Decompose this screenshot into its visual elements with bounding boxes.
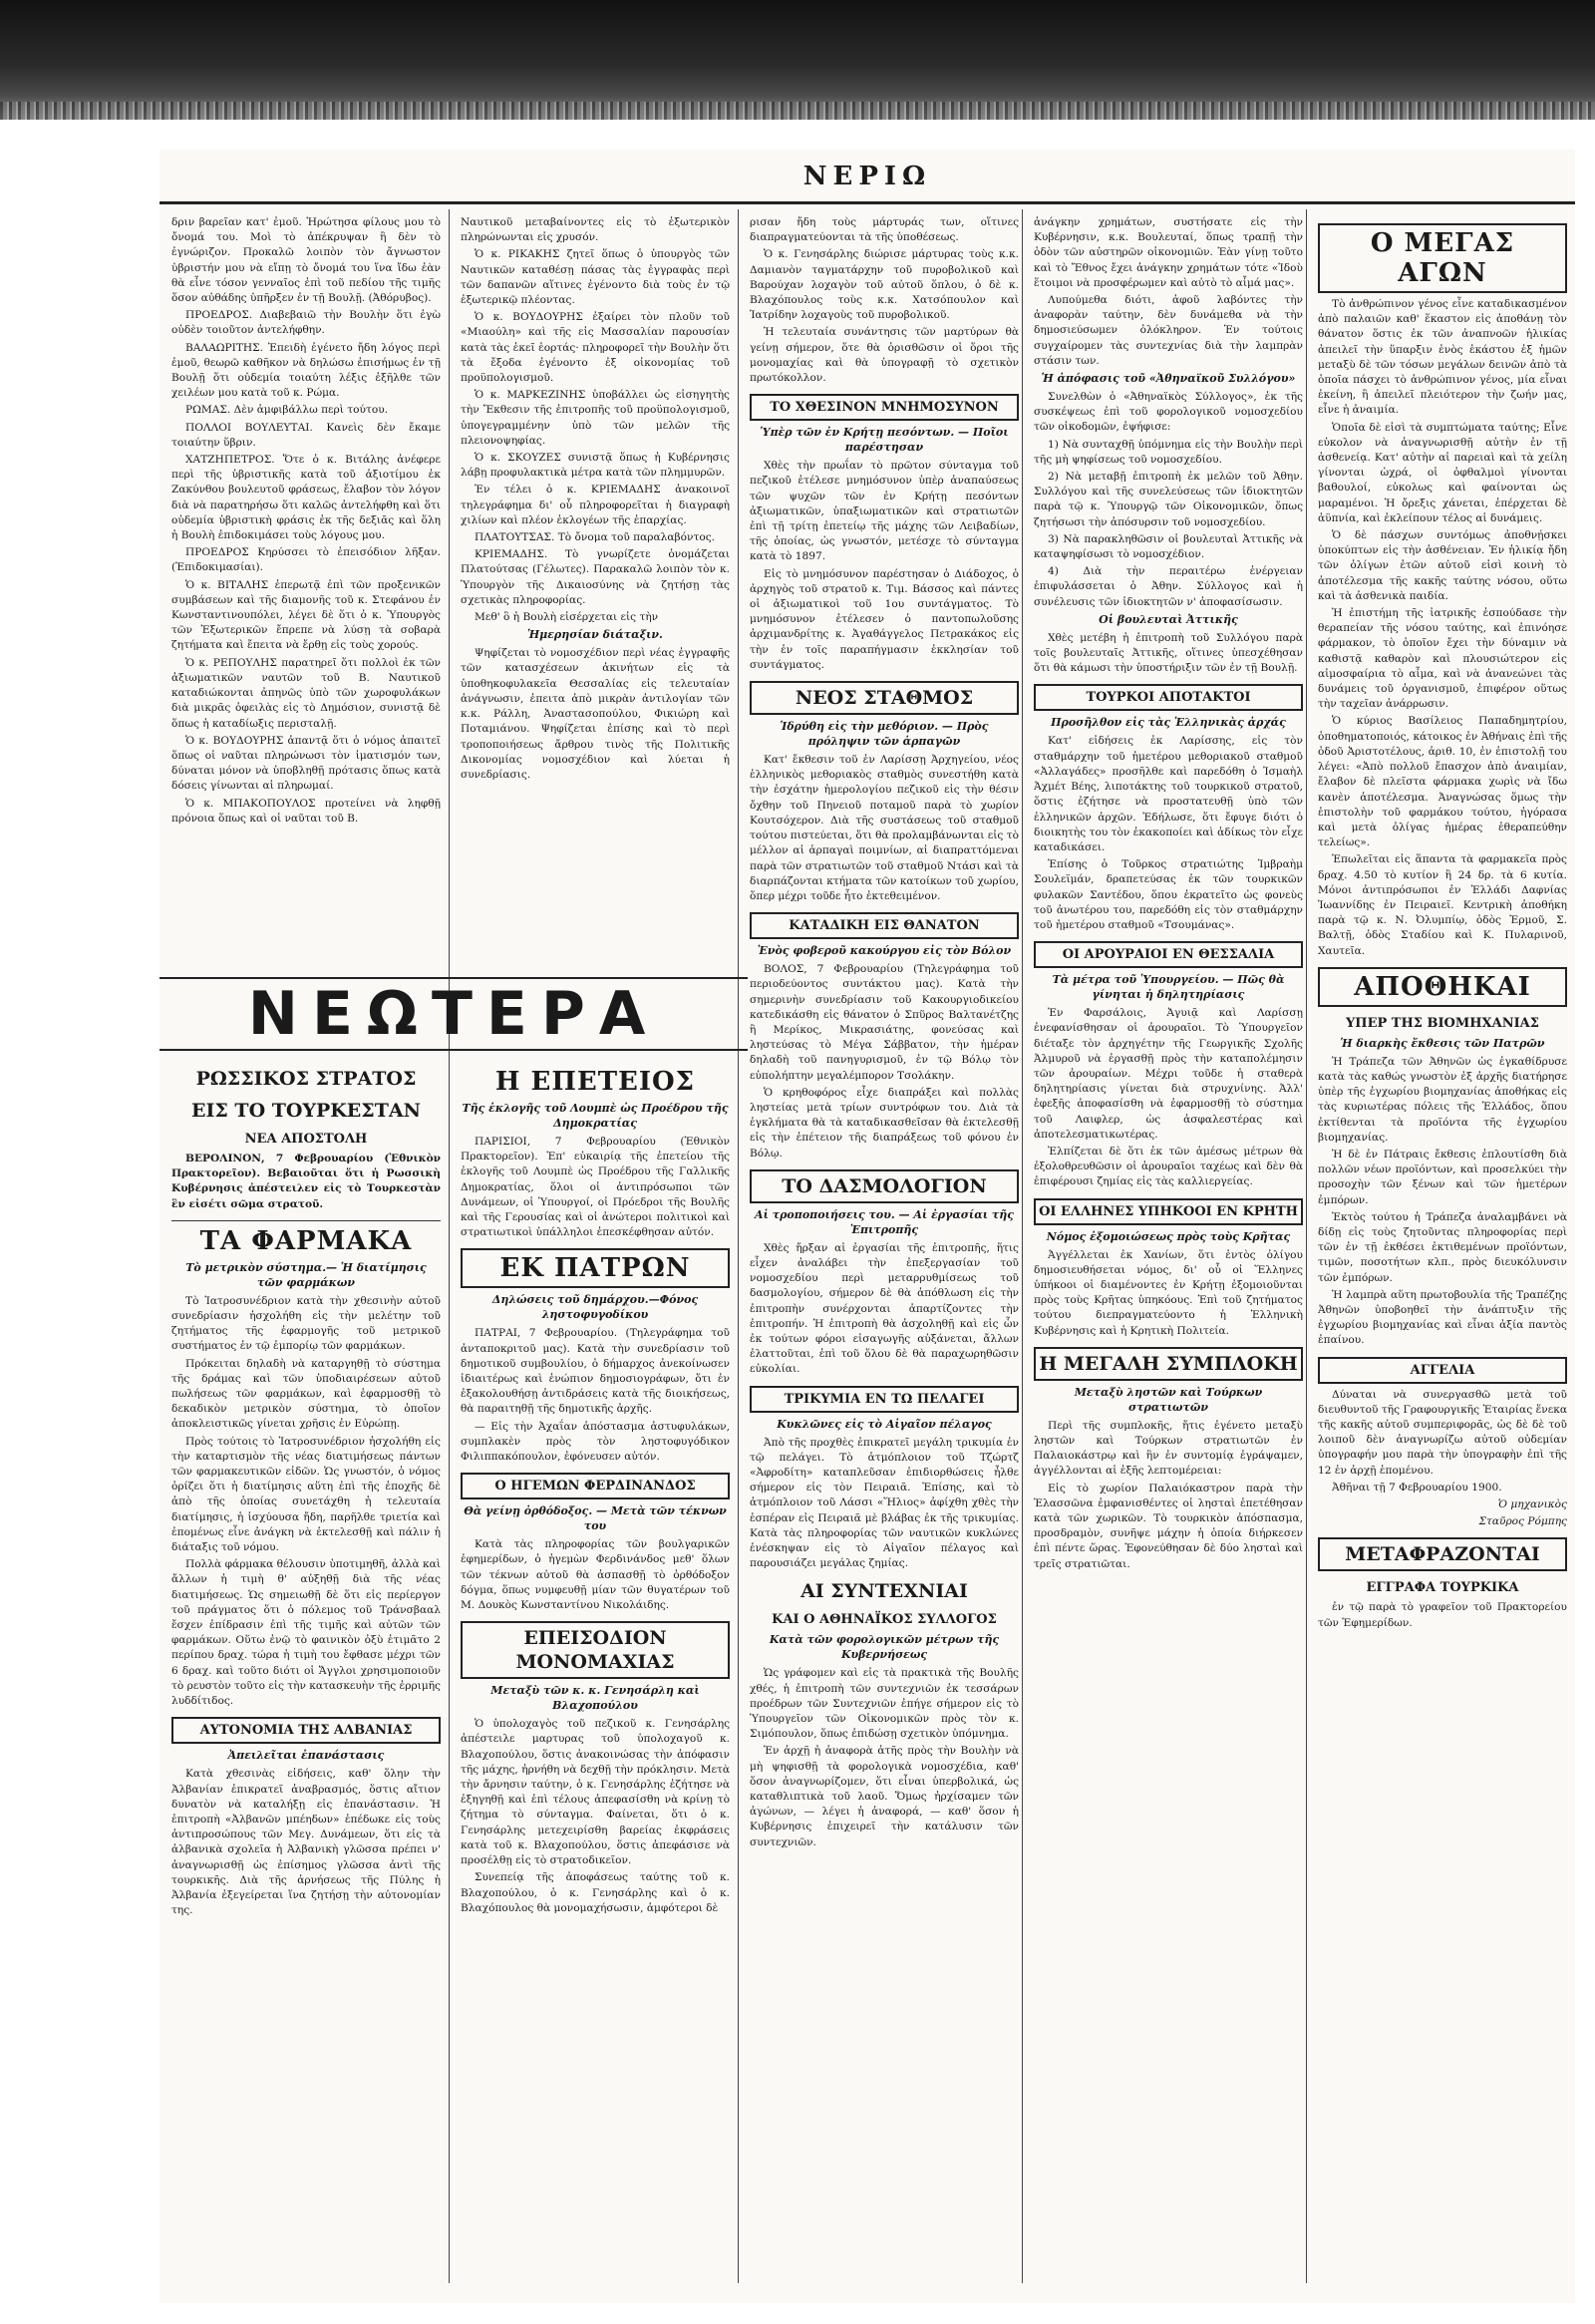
column-1-bottom bbox=[171, 1059, 441, 2285]
paragraph: Ἐπίσης ὁ Τοῦρκος στρατιώτης Ἰμβραὴμ Σουλεϊμάν, δραπετεύσας ἐκ τῶν τουρκικῶν φυλακῶν Σαντέδου, ὅπου ἐκρατεῖτο ὡς φονεὺς τοῦ ἀνωτέρου του, παρεδόθη εἰς τὸν σταθμάρχην τοῦ ἡμετέρου σταθμοῦ «Τσουμάνας». bbox=[1034, 858, 1303, 931]
headline-russian-army-3: ΝΕΑ ΑΠΟΣΤΟΛΗ bbox=[244, 1132, 368, 1147]
paragraph: Ὁ κ. ΜΠΑΚΟΠΟΥΛΟΣ προτείνει νὰ ληφθῇ πρόνοια ὅπως καὶ οἱ ναῦται τοῦ Β. bbox=[171, 797, 441, 825]
column-1-top bbox=[171, 215, 441, 973]
paragraph: Ὁ κ. Γενησάρλης διώρισε μάρτυρας τοὺς κ.κ. Δαμιανὸν ταγματάρχην τοῦ πυροβολικοῦ καὶ Βαρούχαν λοχαγὸν τοῦ αὐτοῦ ὅπλου, ὁ δὲ κ. Βλαχόπουλος τοὺς κ.κ. Χατσόπουλον καὶ Ἰατρίδην λοχαγοὺς τοῦ πυροβολικοῦ. bbox=[750, 248, 1019, 322]
paragraph: Ὁ κ. ΜΑΡΚΕΖΙΝΗΣ ὑποβάλλει ὡς εἰσηγητὴς τὴν Ἔκθεσιν τῆς ἐπιτροπῆς τοῦ προϋπολογισμοῦ, ὑπογεγραμμένην ὑπὸ τῶν μελῶν τῆς πλειονοψηφίας. bbox=[461, 389, 730, 447]
subheading-turkish-deserters: Προσῆλθον εἰς τὰς Ἑλληνικὰς ἀρχάς bbox=[1051, 716, 1286, 730]
paragraph: — Εἰς τὴν Ἀχαΐαν ἀπόστασμα ἀστυφυλάκων, συμπλακὲν πρὸς τὸν ληστοφυγόδικον Φιλιππακόπουλον, ἐφόνευσεν αὐτόν. bbox=[461, 1420, 730, 1464]
column-divider bbox=[738, 209, 739, 2283]
paragraph: Ἐν Φαρσάλοις, Ἀγυιᾷ καὶ Λαρίσσῃ ἐνεφανίσθησαν οἱ ἀρουραῖοι. Τὸ Ὑπουργεῖον διέταξε τὸν ἀρχηγέτην τῆς Γεωργικῆς Σχολῆς Ἀλμυροῦ νὰ ἐργασθῇ πρὸς τὴν καταπολέμησιν τῶν ἀρουραίων. Μέχρι τοῦδε ἡ σταθερὰ δηλητηρίασις γίνεται διὰ στρυχνίνης. Ἀλλ' ἐφεξῆς ἀποφασίσθη νὰ ἐφαρμοσθῇ τὸ σύστημα τοῦ Λαιφλερ, ὡς ἀσφαλεστέρας καὶ ἀποτελεσματικωτέρας. bbox=[1034, 1007, 1303, 1141]
headline-turkish-deserters: ΤΟΥΡΚΟΙ ΑΠΟΤΑΚΤΟΙ bbox=[1034, 684, 1303, 711]
subheading-albania: Ἀπειλεῖται ἐπανάστασις bbox=[227, 1749, 385, 1763]
paragraph: Συνεπείᾳ τῆς ἀποφάσεως ταύτης τοῦ κ. Βλαχοπούλου, ὁ κ. Γενησάρλης καὶ ὁ κ. Βλαχόπουλος θὰ μονομαχήσωσιν, ἀμφότεροι δὲ bbox=[461, 1871, 730, 1914]
paragraph: ΚΡΙΕΜΑΔΗΣ. Τὸ γνωρίζετε ὀνομάζεται Πλατούτσας (Γέλωτες). Παρακαλῶ λοιπὸν τὸν κ. Ὑπουργὸν τῆς Δικαιοσύνης νὰ ζητήσῃ τὰς σχετικὰς πληροφορίας. bbox=[461, 548, 730, 606]
section-subheading: Ἡμερησίαν διάταξιν. bbox=[527, 628, 663, 642]
headline-guilds: ΑΙ ΣΥΝΤΕΧΝΙΑΙ bbox=[800, 1580, 968, 1603]
headline-memorial: ΤΟ ΧΘΕΣΙΝΟΝ ΜΝΗΜΟΣΥΝΟΝ bbox=[750, 394, 1019, 421]
paragraph: Ὁποῖα δὲ εἰσὶ τὰ συμπτώματα ταύτης; Εἶνε εὐκολον νὰ ἀναγνωρισθῇ αὐτὴν ἐν τῇ ἀσθενείᾳ. Κατ' αὐτὴν αἱ παρειαὶ καὶ τὰ χείλη γίνονται ὠχρά, οἱ ὀφθαλμοὶ γίνονται βαθουλοί, εὐκολως καὶ φαίνονται ὡς μαραμένοι. Ἡ ὄρεξις χάνεται, ἐπέρχεται δὲ ἀϋπνία, καὶ ἐκλείπουν τέλος αἱ δυνάμεις. bbox=[1318, 421, 1567, 524]
paragraph: Ὡς γράφομεν καὶ εἰς τὰ πρακτικὰ τῆς Βουλῆς χθές, ἡ ἐπιτροπὴ τῶν συντεχνιῶν ἐκ τεσσάρων προέδρων τῶν Συντεχνιῶν ἐπήγε σήμερον εἰς τὸ Ὑπουργεῖον τῶν Οἰκονομικῶν πρὸς τὸν κ. Σιμόπουλον, ὅπως ἐπιδώσῃ σχετικὸν ὑπόμνημα. bbox=[750, 1667, 1019, 1741]
subheading-new-station: Ἱδρύθη εἰς τὴν μεθόριον. — Πρὸς πρόληψιν τῶν ἁρπαγῶν bbox=[780, 720, 989, 749]
subheading-field-mice: Τὰ μέτρα τοῦ Ὑπουργείου. — Πῶς θὰ γίνηται ἡ δηλητηρίασις bbox=[1052, 973, 1285, 1002]
paragraph: Ἐν τέλει ὁ κ. ΚΡΙΕΜΑΔΗΣ ἀνακοινοῖ τηλεγράφημα δι' οὗ πληροφορεῖται ἡ διαγραφὴ χιλίων καὶ πλέον ἐκλογέων τῆς ἐπαρχίας. bbox=[461, 484, 730, 526]
paragraph: Ὁ κ. ΡΙΚΑΚΗΣ ζητεῖ ὅπως ὁ ὑπουργὸς τῶν Ναυτικῶν καταθέσῃ πάσας τὰς ἐγγραφὰς περὶ τῶν δαπανῶν αἵτινες ἐγένοντο διὰ τοὺς ἐν τῷ ἐξωτερικῷ πλέοντας. bbox=[461, 248, 730, 307]
paragraph: Ὁ ὑπολοχαγὸς τοῦ πεζικοῦ κ. Γενησάρλης ἀπέστειλε μαρτυρας τοῦ ὑπολοχαγοῦ κ. Βλαχοπούλου, ὅστις ἀνακοινώσας τὴν ἀπόφασιν τῆς μάχης, ἠρνήθη νὰ δεχθῇ τὴν πρόκλησιν. Μετὰ τὴν ἄρνησιν ταύτην, ὁ κ. Γενησάρλης ἐζήτησε νὰ ἐξηγηθῇ καὶ ἐπὶ τέλους ἀπεφασίσθη νὰ κρίνῃ τὸ ζήτημα τὸ σύνταγμα. Φαίνεται, ὅτι ὁ κ. Γενησάρλης μετεχειρίσθη βαρείας ἐκφράσεις κατὰ τοῦ κ. Βλαχοπούλου, ὅστις ἀπεφάσισε νὰ προσέλθῃ εἰς τὸ στρατοδικεῖον. bbox=[461, 1718, 730, 1867]
headline-albania: ΑΥΤΟΝΟΜΙΑ ΤΗΣ ΑΛΒΑΝΙΑΣ bbox=[171, 1717, 441, 1744]
subheading-tariff: Αἱ τροποποιήσεις του. — Αἱ ἐργασίαι τῆς Ἐπιτροπῆς bbox=[755, 1207, 1014, 1236]
paragraph: Συνελθὼν ὁ «Ἀθηναϊκὸς Σύλλογος», ἐκ τῆς συσκέψεως ἐπὶ τοῦ φορολογικοῦ νομοσχεδίου τῶν οἰκοδομῶν, ἐψήφισε: bbox=[1034, 391, 1303, 434]
headline-warehouses-2: ΥΠΕΡ ΤΗΣ ΒΙΟΜΗΧΑΝΙΑΣ bbox=[1346, 1015, 1539, 1031]
subheading-athenian-club: Ἡ ἀπόφασις τοῦ «Ἀθηναϊκοῦ Συλλόγου» bbox=[1041, 372, 1296, 386]
headline-notice: ΑΓΓΕΛΙΑ bbox=[1318, 1357, 1567, 1384]
headline-tariff: ΤΟ ΔΑΣΜΟΛΟΓΙΟΝ bbox=[750, 1169, 1019, 1203]
paragraph: ΠΑΡΙΣΙΟΙ, 7 Φεβρουαρίου (Ἐθνικὸν Πρακτορεῖον). Ἐπ' εὐκαιρίᾳ τῆς ἐπετείου τῆς ἐκλογῆς τοῦ Λουμπὲ ὡς Προέδρου τῆς Γαλλικῆς Δημοκρατίας, ὅλοι οἱ ἀντιπρόσωποι τῶν Δυνάμεων, οἱ Ὑπουργοί, οἱ Πρόεδροι τῆς Βουλῆς καὶ τῆς Γερουσίας καὶ οἱ ἀνώτεροι πολιτικοὶ καὶ στρατιωτικοὶ ὑπάλληλοι ἐπεσκέφθησαν αὐτόν. bbox=[461, 1136, 730, 1239]
paragraph: ἀνάγκην χρημάτων, συστήσατε εἰς τὴν Κυβέρνησιν, κ.κ. Βουλευταί, ὅπως τραπῇ τὴν ὁδὸν τῶν αὐστηρῶν οἰκονομιῶν. Ἐὰν γίνῃ τοῦτο καὶ τὸ Ἔθνος ἔχει ἀνάγκην χρημάτων τότε «Ἰδοὺ ἕτοιμοι νὰ προσφέρωμεν καὶ αὐτὸ τὸ αἷμά μας». bbox=[1034, 216, 1303, 289]
paragraph: 3) Νὰ παρακληθῶσιν οἱ βουλευταὶ Ἀττικῆς νὰ καταψηφίσωσι τὸ νομοσχέδιον. bbox=[1034, 532, 1303, 561]
paragraph: Ὁ κ. ΡΕΠΟΥΛΗΣ παρατηρεῖ ὅτι πολλοὶ ἐκ τῶν ἀξιωματικῶν ναυτῶν τοῦ Β. Ναυτικοῦ καταδιώκονται ἀπηνῶς ὑπὸ τῶν χωροφυλάκων διὰ μικρᾶς ὀφειλὰς εἰς τὸ Δημόσιον, συνιστᾷ δὲ ὅπως ἡ καταδίωξις περισταλῇ. bbox=[171, 656, 441, 730]
news-banner: ΝΕΩΤΕΡΑ bbox=[160, 977, 748, 1051]
headline-anniversary: Η ΕΠΕΤΕΙΟΣ bbox=[494, 1067, 696, 1097]
paragraph: Ἀπὸ τῆς προχθὲς ἐπικρατεῖ μεγάλη τρικυμία ἐν τῷ πελάγει. Τὸ ἀτμόπλοιον τοῦ Τζώρτζ «Ἀφροδίτη» καταπλεῦσαν ἐπιδιορθώσεις ἦλθε σήμερον εἰς τὸν Πειραιᾶ. Ἐπίσης, καὶ τὸ ἀτμόπλοιον τοῦ Λάσσι «Ἥλιος» ἀφίχθη χθὲς τὴν ἑσπέραν εἰς Πειραιᾶ μὲ βλάβας ἐκ τῆς τρικυμίας. Κατὰ τὰς πληροφορίας τῶν ναυτικῶν κυκλώνες ἐνέσκηψαν εἰς τὸ Αἰγαῖον πέλαγος καὶ παρουσιάζει μεγάλας ζημίας. bbox=[750, 1436, 1019, 1570]
paragraph: Περὶ τῆς συμπλοκῆς, ἥτις ἐγένετο μεταξὺ ληστῶν καὶ Τούρκων στρατιωτῶν ἐν Παλαιοκάστρῳ καὶ ἣν ἐν συντομίᾳ ἐγράψαμεν, ἀγγέλλονται αἱ ἑξῆς λεπτομέρειαι: bbox=[1034, 1419, 1303, 1478]
paragraph: Ἀγγέλλεται ἐκ Χανίων, ὅτι ἐντὸς ὀλίγου δημοσιευθήσεται νόμος, δι' οὗ οἱ Ἕλληνες ὑπήκοοι οἱ διαμένοντες ἐν Κρήτῃ ἐξομοιοῦνται πρὸς τοὺς Κρῆτας ὑπηκόους. Ἐπὶ τοῦ ζητήματος τούτου διεπραγματεύοντο ἡ Ἑλληνικὴ Κυβέρνησις καὶ ἡ Κρητικὴ Πολιτεία. bbox=[1034, 1248, 1303, 1337]
paragraph: ἐν τῷ παρὰ τὸ γραφεῖον τοῦ Πρακτορείου τῶν Ἐφημερίδων. bbox=[1318, 1601, 1567, 1629]
headline-translations-2: ΕΓΓΡΑΦΑ ΤΟΥΡΚΙΚΑ bbox=[1366, 1580, 1519, 1596]
paragraph: 4) Διὰ τὴν περαιτέρω ἐνέργειαν ἐπιφυλάσσεται ὁ Ἀθην. Σύλλογος καὶ ἡ συνέλευσις τῶν ἰδιοκτητῶν ν' ἀποφασίσωσιν. bbox=[1034, 565, 1303, 608]
headline-great-struggle: Ο ΜΕΓΑΣ ΑΓΩΝ bbox=[1318, 223, 1567, 293]
paragraph: Ἐπωλεῖται εἰς ἅπαντα τὰ φαρμακεῖα πρὸς δραχ. 4.50 τὸ κυτίον ἢ 24 δρ. τὰ 6 κυτία. Μόνοι ἀντιπρόσωποι ἐν Ἑλλάδι Δαφνίας Ἰωαννίδης ἐν Πειραιεῖ. Κεντρικὴ ἀποθήκη παρὰ τῷ κ. Ν. Ὀλυμπίῳ, ὁδὸς Ἑρμοῦ, Σ. Βαλτῇ, ὁδὸς Σταδίου καὶ Κ. Πυλαρινοῦ, Χαυτεῖα. bbox=[1318, 853, 1567, 957]
column-2-top bbox=[461, 215, 730, 973]
paragraph: Ἐλπίζεται δὲ ὅτι ἐκ τῶν ἀμέσως μέτρων θὰ ἐξολοθρευθῶσιν οἱ ἀρουραῖοι ταχέως καὶ δὲν θὰ ἐπιφέρουσι ζημίας εἰς τὰς καλλιεργείας. bbox=[1034, 1145, 1303, 1188]
paragraph: Πρὸς τούτοις τὸ Ἰατροσυνέδριον ἠσχολήθη εἰς τὴν καταρτισμὸν τῆς νέας διατιμήσεως πάντων τῶν φαρμακευτικῶν εἰδῶν. Ὡς γνωστόν, ὁ νόμος ὁρίζει ὅτι ἡ διατίμησις αὕτη ἐπὶ τῆς ἐποχῆς δὲ ἀπὸ τῆς ὁποίας συνετάχθη ἡ τελευταία διατίμησις, ἡ ἰσχύουσα ἤδη, παρῆλθε τριετία καὶ ἐπομένως εἶνε ἀνάγκη νὰ ἐκτελεσθῇ καὶ πάλιν ἡ διάταξις τοῦ νόμου. bbox=[171, 1435, 441, 1554]
paragraph: ΠΟΛΛΟΙ ΒΟΥΛΕΥΤΑΙ. Κανεὶς δὲν ἔκαμε τοιαύτην ὕβριν. bbox=[171, 421, 441, 449]
signature-name: Σταῦρος Ρόμπης bbox=[1478, 1515, 1567, 1528]
paragraph: Ψηφίζεται τὸ νομοσχέδιον περὶ νέας ἐγγραφῆς τῶν κατασχέσεων ἀκινήτων εἰς τὰ ὑποθηκοφυλακεῖα Θεσσαλίας εἰς τελευταίαν ἀνάγνωσιν, ἐπειτα ἀπὸ μικρὰν ἀντιλογίαν τῶν κ.κ. Ράλλη, Ἀναστασοπούλου, Φικιώρη καὶ Ποταμιάνου. Ψηφίζεται ἐπίσης καὶ τὸ περὶ τροποποιήσεως ἄρθρου τινὸς τῆς Πολιτικῆς Δικονομίας νομοσχέδιον καὶ λύεται ἡ συνεδρίασις. bbox=[461, 647, 730, 781]
subheading-guilds: Κατὰ τῶν φορολογικῶν μέτρων τῆς Κυβερνήσεως bbox=[769, 1633, 1000, 1662]
column-4 bbox=[1034, 215, 1303, 2289]
paragraph: Χθὲς ἤρξαν αἱ ἐργασίαι τῆς ἐπιτροπῆς, ἥτις εἶχεν ἀναλάβει τὴν ἐπεξεργασίαν τοῦ νομοσχεδίου περὶ μεταρρυθμίσεως τοῦ δασμολογίου, σήμερον δὲ θὰ ἀπόθλωση εἰς τὴν ἐπιτροπὴν συνέρχονται ἀπαρτίζοντες τὴν ἐπιτροπήν. Ἡ ἐπιτροπὴ θὰ ἀσχοληθῇ καὶ εἰς ὧν ἐκ τούτων φόροι εἰσαγωγῆς αὐξάνεται, ἄλλων ἐλαττοῦται, ἐπὶ τοῦ ὅλου δὲ θὰ παραχωρηθῶσιν εὐκολίαι. bbox=[750, 1241, 1019, 1376]
column-divider bbox=[1306, 209, 1307, 2283]
paragraph: Εἰς τὸ μνημόσυνον παρέστησαν ὁ Διάδοχος, ὁ ἀρχηγὸς τοῦ στρατοῦ κ. Τιμ. Βάσσος καὶ πάντες οἱ ἀξιωματικοὶ τοῦ 1ου συντάγματος. Τὸ μνημόσυνον ἐτέλεσεν ὁ παντοπωλοῦσης ἀρχιμανδρίτης κ. Ἀγαθάγγελος Πετρακάκος εἰς τὴν ἐν τοῖς παραπήγμασιν ἐκκλησίαν τοῦ συντάγματος. bbox=[750, 567, 1019, 671]
paragraph: Κατὰ τὰς πληροφορίας τῶν βουλγαρικῶν ἐφημερίδων, ὁ ἡγεμὼν Φερδινάνδος μεθ' ὅλων τῶν τέκνων αὐτοῦ θὰ ἀσπασθῇ τὸ ὀρθόδοξον δόγμα, ὅπως νυμφευθῇ μίαν τῶν θυγατέρων τοῦ Μ. Δουκὸς Κωνσταντίνου Νικολάιδης. bbox=[461, 1538, 730, 1612]
signature-title: Ὁ μηχανικὸς bbox=[1497, 1498, 1567, 1511]
paragraph: Μεθ' ὃ ἡ Βουλὴ εἰσέρχεται εἰς τὴν bbox=[475, 611, 659, 624]
paragraph: Ἡ τελευταία συνάντησις τῶν μαρτύρων θὰ γείνῃ σήμερον, ὅτε θὰ ὁρισθῶσιν οἱ ὅροι τῆς μονομαχίας καὶ θὰ ὑπογραφῇ τὸ σχετικὸν πρωτόκολλον. bbox=[750, 326, 1019, 385]
paragraph: Χθὲς μετέβη ἡ ἐπιτροπὴ τοῦ Συλλόγου παρὰ τοῖς βουλευταῖς Ἀττικῆς, οἵτινες ὑπεσχέθησαν ὅτι θὰ κάμωσι τὴν ὑποστήριξιν τῶν ἐν τῇ Βουλῇ. bbox=[1034, 631, 1303, 675]
subheading-medicines: Τὸ μετρικὸν σύστημα.— Ἡ διατίμησις τῶν φαρμάκων bbox=[185, 1260, 427, 1289]
paragraph: Ὁ κύριος Βασίλειος Παπαδημητρίου, ὁποθηματοποιός, κάτοικος ἐν Ἀθήναις ἐπὶ τῆς ὁδοῦ Ἀριστοτέλους, ἀριθ. 10, ἐν ἐπιστολῇ του λέγει: «Ἀπὸ πολλοῦ ἔπασχον ἀπὸ ἀναιμίαν, ἔλαβον δὲ πλεῖστα φάρμακα χωρὶς νὰ ἴδω κανὲν ἀποτέλεσμα. Ἀναγνώσας ὅμως τὴν ἐπιστολὴν τοῦ φαρμάκου τούτου, ἠγόρασα καὶ μετὰ ὀλίγας ἡμέρας ἐθεραπεύθην τελείως». bbox=[1318, 715, 1567, 849]
paragraph: ΧΑΤΖΗΠΕΤΡΟΣ. Ὅτε ὁ κ. Βιτάλης ἀνέφερε περὶ τῆς ὑβριστικῆς κατὰ τοῦ ἀξιοτίμου ἐκ Ζακύνθου βουλευτοῦ φράσεως, ἔλαβον τὸν λόγον διὰ νὰ παρατηρήσω ὅτι καλῶς ἀντελήφθη καὶ ὅτι οὐδεμία ὑβριστικὴ φράσις ἐκ τῆς δεξιᾶς καὶ ὅλη ἡ Βουλὴ ἐπιδοκιμάσει τοὺς λόγους μου. bbox=[171, 454, 441, 542]
paragraph: Κατὰ χθεσινὰς εἰδήσεις, καθ' ὅλην τὴν Ἀλβανίαν ἐπικρατεῖ ἀναβρασμός, ὅστις αἴτιον δυνατὸν νὰ καταλήξῃ εἰς ἐπανάστασιν. Ἡ ἐπιτροπὴ «Ἀλβανῶν μπέηδων» ἐπέδωκε εἰς τοὺς ἀντιπροσώπους τῶν Μεγ. Δυνάμεων, ὅτι εἰς τὰ ἀλβανικὰ σχολεῖα ἡ Ἀλβανικὴ γλῶσσα πρέπει ν' ἀναγνωρισθῇ ὡς ἐπίσημος γλῶσσα ἀντὶ τῆς τουρκικῆς. Διὰ τῆς ἀρνήσεως τῆς Πύλης ἡ Ἀλβανία ἐξεγείρεται ἵνα ζητήσῃ τὴν αὐτονομίαν της. bbox=[171, 1768, 441, 1917]
paragraph: Λυπούμεθα διότι, ἀφοῦ λαβόντες τὴν ἀναφορὰν ταύτην, δὲν δυνάμεθα νὰ τὴν δημοσιεύσωμεν ὁλόκληρον. Ἐν τούτοις συγχαίρομεν τὰς συντεχνίας διὰ τὴν λαμπρὰν στάσιν των. bbox=[1034, 294, 1303, 367]
paragraph: Ἡ Τράπεζα τῶν Ἀθηνῶν ὡς ἐγκαθίδρυσε κατὰ τὰς καθώς γνωστὸν ἐξ ἀρχῆς διατήρησε ὑπὲρ τῆς ἐγχωρίου βιομηχανίας ἀποθήκας εἰς τὰς κυριωτέρας πόλεις τῆς Ἑλλάδος, ὅπου ἐκτίθενται τὰ προϊόντα τῆς ἐγχωρίου βιομηχανίας. bbox=[1318, 1055, 1567, 1144]
paragraph: Ἐν ἀρχῇ ἡ ἀναφορὰ ἀτῆς πρὸς τὴν Βουλὴν νὰ μὴ ψηφισθῇ τὰ φορολογικὰ νομοσχέδια, καθ' ὅσον ἀναγνωρίζομεν, ὅτι εἶναι ὑπερβολικά, ὡς καταθλιπτικὰ τοῦ λαοῦ. Ὅμως ἠρχίσαμεν τῶν ἀγώνων, — λέγει ἡ ἀναφορά, — καθ' ὅσον ἡ Κυβέρνησις ἐπιχειρεῖ τὴν κατάλυσιν τῶν συντεχνιῶν. bbox=[750, 1745, 1019, 1848]
column-3 bbox=[750, 215, 1019, 2289]
paragraph: Ὁ δὲ πάσχων συντόμως ἀποθνῄσκει ὑποκύπτων εἰς τὴν ἀσθένειαν. Ἐν ἡλικίᾳ ἤδη τῶν ὀλίγων ἐτῶν αὐτοῦ εἰσὶ κοινὴ τὸ ἀποτέλεσμα τῆς κακῆς ταύτης νόσου, οὕτω καὶ τὰ ἀσθενικὰ παιδία. bbox=[1318, 529, 1567, 602]
subheading-memorial: Ὑπὲρ τῶν ἐν Κρήτῃ πεσόντων. — Ποῖοι παρέστησαν bbox=[760, 426, 1009, 455]
column-5 bbox=[1318, 215, 1567, 2289]
paragraph: ΠΡΟΕΔΡΟΣ Κηρύσσει τὸ ἐπεισόδιον λῆξαν. (Ἐπιδοκιμασίαι). bbox=[171, 546, 441, 574]
headline-guilds-2: ΚΑΙ Ο ΑΘΗΝΑΪΚΟΣ ΣΥΛΛΟΓΟΣ bbox=[772, 1612, 997, 1628]
headline-new-station: ΝΕΟΣ ΣΤΑΘΜΟΣ bbox=[750, 681, 1019, 715]
paragraph: Ἐκτὸς τούτου ἡ Τράπεζα ἀναλαμβάνει νὰ δίδῃ εἰς τοὺς ζητοῦντας πληροφορίας περὶ τῶν ἐν τῇ ἐκθέσει ἐκτιθεμένων προϊόντων, τιμῶν, ποσοτήτων κλπ., πρὸς διευκόλυνσιν τῶν ἐμπόρων. bbox=[1318, 1210, 1567, 1284]
column-divider bbox=[449, 209, 450, 2283]
headline-translations: ΜΕΤΑΦΡΑΖΟΝΤΑΙ bbox=[1318, 1537, 1567, 1571]
paragraph: Ναυτικοῦ μεταβαίνοντες εἰς τὸ ἐξωτερικὸν πληρώνωνται εἰς χρυσόν. bbox=[461, 216, 730, 244]
paragraph: Ὁ κ. ΣΚΟΥΖΕΣ συνιστᾷ ὅπως ἡ Κυβέρνησις λάβῃ προφυλακτικὰ μέτρα κατὰ τῶν πλημμυρῶν. bbox=[461, 452, 730, 480]
paragraph: Ἀθῆναι τῇ 7 Φεβρουαρίου 1900. bbox=[1332, 1481, 1502, 1494]
top-rule bbox=[160, 201, 1575, 204]
paragraph: Εἰς τὸ χωρίον Παλαιόκαστρον παρὰ τὴν Ἐλασσῶνα ἐμφανισθέντες οἱ λησταὶ ἐπετέθησαν κατὰ τῶν χωρικῶν. Τὸ τουρκικὸν ἀπόσπασμα, προσδραμὸν, συνῆψε μάχην ἡ ὁποία διήρκεσεν ἐπὶ πέντε ὥρας. Ἐφονεύθησαν δὲ δύο λησταὶ καὶ τρεῖς στρατιῶται. bbox=[1034, 1482, 1303, 1570]
paragraph: Ὁ κ. ΒΙΤΑΛΗΣ ἐπερωτᾷ ἐπὶ τῶν προξενικῶν συμβάσεων καὶ τῆς διαμονῆς τοῦ κ. Στεφάνου ἐν Κωνσταντινουπόλει, λέγει δὲ ὅτι ὁ κ. Ὑπουργὸς τῶν Ἐξωτερικῶν ἔπρεπε νὰ λύσῃ τὰ σοβαρὰ ζητήματα καὶ ἔπειτα νὰ ἔρθῃ εἰς τοὺς χορούς. bbox=[171, 578, 441, 652]
column-divider bbox=[1022, 209, 1023, 2283]
paragraph: 1) Νὰ συνταχθῇ ὑπόμνημα εἰς τὴν Βουλὴν περὶ τῆς μὴ ψηφίσεως τοῦ νομοσχεδίου. bbox=[1034, 438, 1303, 466]
headline-prince: Ο ΗΓΕΜΩΝ ΦΕΡΔΙΝΑΝΔΟΣ bbox=[461, 1473, 730, 1499]
paragraph: Δύναται νὰ συνεργασθῶ μετὰ τοῦ διευθυντοῦ τῆς Γραφουργικῆς Ἑταιρίας ἕνεκα τῆς κακῆς αὐτοῦ συμπεριφορᾶς, ὡς δὲ δὲ τοῦ λοιποῦ δὲν ἀναγνωρίζω αὐτοῦ οὐδεμίαν ὑπογραφήν μου παρὰ τὴν ὑπογραφὴν ἐπὶ τῆς 12 ἐν ἀρχῇ ἑπομένου. bbox=[1318, 1388, 1567, 1477]
headline-big-clash: Η ΜΕΓΑΛΗ ΣΥΜΠΛΟΚΗ bbox=[1034, 1347, 1303, 1381]
newspaper-page bbox=[160, 150, 1575, 2303]
paragraph: ΒΑΛΑΩΡΙΤΗΣ. Ἐπειδὴ ἐγένετο ἤδη λόγος περὶ ἐμοῦ, θεωρῶ καθῆκον νὰ δηλώσω ἐπισήμως ἐν τῇ Βουλῇ ὅτι οὐδεμία τοιαύτη λέξις ἐξῆλθε τῶν χειλέων μου κατὰ τοῦ κ. Ρώμα. bbox=[171, 341, 441, 400]
paragraph: ΠΡΟΕΔΡΟΣ. Διαβεβαιῶ τὴν Βουλὴν ὅτι ἐγὼ οὐδὲν τοιοῦτον ἀντελήφθην. bbox=[171, 309, 441, 337]
headline-field-mice: ΟΙ ΑΡΟΥΡΑΙΟΙ ΕΝ ΘΕΣΣΑΛΙΑ bbox=[1034, 941, 1303, 968]
paragraph: Πρόκειται δηλαδὴ νὰ καταργηθῇ τὸ σύστημα τῆς δράμας καὶ τῶν ὑποδιαιρέσεων αὐτοῦ πωλήσεως τῶν φαρμάκων, καὶ ἐφαρμοσθῇ τὸ δεκαδικὸν μετρικὸν σύστημα, τὸ ὁποῖον ἀποκλειστικῶς γίνεται χρῆσις ἐν Εὐρώπῃ. bbox=[171, 1357, 441, 1431]
subheading-warehouses: Ἡ διαρκὴς ἔκθεσις τῶν Πατρῶν bbox=[1340, 1036, 1545, 1050]
headline-patras: ΕΚ ΠΑΤΡΩΝ bbox=[461, 1248, 730, 1288]
subheading-attica-mps: Οἱ βουλευταὶ Ἀττικῆς bbox=[1099, 612, 1238, 626]
paragraph: Ὁ κ. ΒΟΥΔΟΥΡΗΣ ἀπαντᾷ ὅτι ὁ νόμος ἀπαιτεῖ ὅπως οἱ ναῦται πληρώνωσι τὸν ἰματισμόν των, δύναται μόνον νὰ ὑποβληθῇ πρότασις ὅπως κατὰ δόσεις γίνωνται αἱ πληρωμαί. bbox=[171, 734, 441, 793]
subheading-death-sentence: Ἑνὸς φοβεροῦ κακούργου εἰς τὸν Βόλον bbox=[757, 944, 1012, 958]
paragraph: Κατ' εἰδήσεις ἐκ Λαρίσσης, εἰς τὸν σταθμάρχην τοῦ ἡμετέρου μεθοριακοῦ σταθμοῦ «Ἀλλαγάδες» προσῆλθε καὶ παρεδόθη ὁ Ἰσμαὴλ Ἀχμέτ Βέης, λιποτάκτης τοῦ τουρκικοῦ στρατοῦ, ὅστις ἐζήτησε νὰ προστατευθῇ ὑπὸ τῶν ἑλληνικῶν ἀρχῶν. Ἐδήλωσε, ὅτι ἔφυγε διότι ὁ διοικητὴς του τὸν ἐκακοποίει καὶ ἀδίκως τὸν εἶχε καταδικάσει. bbox=[1034, 735, 1303, 853]
paragraph: Ἡ ἐπιστήμη τῆς ἰατρικῆς ἐσπούδασε τὴν θεραπείαν τῆς νόσου ταύτης, καὶ ἐπινόησε φάρμακον, τὸ ὁποῖον ἔχει τὴν δύναμιν νὰ καθιστᾷ καθαρὸν καὶ πλουσιώτερον εἰς αἱμοσφαίρια τὸ αἷμα, καὶ νὰ ἀνανεώνει τὰς δυνάμεις τοῦ ὀργανισμοῦ, ἐπιφέρον οὕτως τὴν ταχεῖαν ἀνάρρωσιν. bbox=[1318, 607, 1567, 711]
subheading-prince: Θὰ γείνῃ ὀρθόδοξος. — Μετὰ τῶν τέκνων του bbox=[464, 1504, 727, 1533]
running-head: ΝΕΡΙΩ bbox=[802, 162, 932, 191]
subheading-greek-subjects: Νόμος ἐξομοιώσεως πρὸς τοὺς Κρῆτας bbox=[1046, 1229, 1291, 1243]
headline-warehouses: ΑΠΟΘΗΚΑΙ bbox=[1318, 967, 1567, 1007]
headline-russian-army: ΡΩΣΣΙΚΟΣ ΣΤΡΑΤΟΣ bbox=[195, 1068, 417, 1090]
subheading-duel: Μεταξὺ τῶν κ. κ. Γενησάρλη καὶ Βλαχοπούλου bbox=[490, 1684, 700, 1713]
paragraph: ρισαν ἤδη τοὺς μάρτυράς των, οἵτινες διαπραγματεύονται τὰ τῆς ὑποθέσεως. bbox=[750, 216, 1019, 244]
paragraph: Ἡ λαμπρὰ αὕτη πρωτοβουλία τῆς Τραπέζης Ἀθηνῶν ὑποβοηθεῖ τὴν ἀνάπτυξιν τῆς ἐγχωρίου βιομηχανίας καὶ εἶναι ἀξία παντὸς ἐπαίνου. bbox=[1318, 1288, 1567, 1347]
paragraph: ΠΛΑΤΟΥΤΣΑΣ. Τὸ ὄνομα τοῦ παραλαβόντος. bbox=[475, 531, 716, 544]
column-2-bottom bbox=[461, 1059, 730, 2285]
headline-duel: ΕΠΕΙΣΟΔΙΟΝ ΜΟΝΟΜΑΧΙΑΣ bbox=[461, 1621, 730, 1679]
paragraph: Τὸ Ἰατροσυνέδριον κατὰ τὴν χθεσινὴν αὐτοῦ συνεδρίασιν ἠσχολήθη εἰς τὴν μελέτην τοῦ ζητήματος τῆς ἐφαρμογῆς τοῦ μετρικοῦ συστήματος ἐν τῷ ἐμπορίῳ τῶν φαρμάκων. bbox=[171, 1294, 441, 1353]
paragraph: ΒΕΡΟΛΙΝΟΝ, 7 Φεβρουαρίου (Ἐθνικὸν Πρακτορεῖον). Βεβαιοῦται ὅτι ἡ Ρωσσικὴ Κυβέρνησις ἀπέστειλεν εἰς τὸ Τουρκεστὰν ἓν εἰσέτι σῶμα στρατοῦ. bbox=[171, 1153, 441, 1210]
paragraph: ΠΑΤΡΑΙ, 7 Φεβρουαρίου. (Τηλεγράφημα τοῦ ἀνταποκριτοῦ μας). Κατὰ τὴν συνεδρίασιν τοῦ δημοτικοῦ συμβουλίου, ὁ δήμαρχος ἀνεκοίνωσεν ἰδιαιτέρως καὶ ἐνώπιον δημοσιογράφων, ὅτι ἐν ἐξακολουθήσῃ ἀντιδράσεις κατὰ τῆς διοικήσεως, θὰ παραιτηθῇ τῆς δημοτικῆς ἀρχῆς. bbox=[461, 1327, 730, 1416]
headline-death-sentence: ΚΑΤΑΔΙΚΗ ΕΙΣ ΘΑΝΑΤΟΝ bbox=[750, 912, 1019, 939]
paragraph: Ἡ δὲ ἐν Πάτραις ἔκθεσις ἐπλουτίσθη διὰ πολλῶν νέων προϊόντων, καὶ προσελκύει τὴν προσοχὴν τῶν ξένων καὶ τῶν ἡμετέρων ἐμπόρων. bbox=[1318, 1148, 1567, 1206]
headline-greek-subjects: ΟΙ ΕΛΛΗΝΕΣ ΥΠΗΚΟΟΙ ΕΝ ΚΡΗΤΗ bbox=[1034, 1198, 1303, 1225]
paragraph: ΒΟΛΟΣ, 7 Φεβρουαρίου (Τηλεγράφημα τοῦ περιοδεύοντος συντάκτου μας). Κατὰ τὴν σημερινὴν συνεδρίασιν τοῦ Κακουργιοδικείου κατεδικάσθη εἰς θάνατον ὁ Σπῦρος Βαλτανέτζης ἢ Μερίκος, Μικρασιάτης, φονεύσας καὶ ληστεύσας τὸ Μέγα Σάββατον, τὴν ἡμέραν δηλαδὴ τοῦ πανηγυρισμοῦ, ἐν τῷ Βόλῳ τὸν εὐπολήπτην μεγαλέμπορον Τσολάκην. bbox=[750, 963, 1019, 1082]
paragraph: Πολλὰ φάρμακα θέλουσιν ὑποτιμηθῆ, ἀλλὰ καὶ ἄλλων ἡ τιμὴ θ' αὐξηθῇ διὰ τῆς νέας διατιμήσεως. Ὡς σημειωθῇ δὲ ὅτι εἰς περίεργον τοῦ πράγματος ὅτι ὁ πόλεμος τοῦ Τράνσβααλ ἔσχεν ἐπίδρασιν ἐπὶ τῆς τιμῆς καὶ αὐτῶν τῶν φαρμάκων. Οὕτω ἐνῷ τὸ φαινικὸν ὀξὺ ἐτιμᾶτο 2 περίπου δραχ. τώρα ἡ τιμὴ του ἔφθασε μέχρι τῶν 6 δραχ. καὶ τοῦτο διότι οἱ Ἄγγλοι χρησιμοποιοῦν τὸ ρευστὸν τοῦτο εἰς τὴν κατασκευὴν τῆς ἐρριμῆς λυδδίτιδος. bbox=[171, 1558, 441, 1708]
paragraph: δριν βαρεῖαν κατ' ἐμοῦ. Ἠρώτησα φίλους μου τὸ ὄνομά του. Μοὶ τὸ ἀπέκρυψαν ἢ δὲν τὸ ἐγνώριζον. Προκαλῶ λοιπὸν τὸν ἄγνωστον ὑβριστήν μου νὰ εἴπῃ τὸ ὄνομά του ἵνα ἴδω ἐὰν θὰ εἶνε τόσον γενναῖος ἐπὶ τοῦ πεδίου τῆς τιμῆς ὅσον αὐθάδης ὑπῆρξεν ἐν τῇ Βουλῇ. (Ἀθόρυβος). bbox=[171, 216, 441, 305]
paragraph: 2) Νὰ μεταβῇ ἐπιτροπὴ ἐκ μελῶν τοῦ Ἀθην. Συλλόγου καὶ τῆς συνελεύσεως τῶν ἰδιοκτητῶν παρὰ τῷ κ. Ὑπουργῷ τῶν Οἰκονομικῶν, ὅπως ζητήσωσι τὴν ἀπόσυρσιν τοῦ νομοσχεδίου. bbox=[1034, 471, 1303, 528]
headline-medicines: ΤΑ ΦΑΡΜΑΚΑ bbox=[171, 1220, 441, 1256]
headline-storm: ΤΡΙΚΥΜΙΑ ΕΝ ΤΩ ΠΕΛΑΓΕΙ bbox=[750, 1386, 1019, 1413]
subheading-big-clash: Μεταξὺ ληστῶν καὶ Τούρκων στρατιωτῶν bbox=[1074, 1385, 1263, 1414]
subheading-patras: Δηλώσεις τοῦ δημάρχου.—Φόνος ληστοφυγοδίκου bbox=[491, 1293, 699, 1322]
headline-russian-army-2: ΕΙΣ ΤΟ ΤΟΥΡΚΕΣΤΑΝ bbox=[191, 1100, 421, 1122]
paragraph: Χθὲς τὴν πρωΐαν τὸ πρῶτον σύνταγμα τοῦ πεζικοῦ ἐτέλεσε μνημόσυνον ὑπὲρ ἀναπαύσεως τῶν ψυχῶν τῶν ἐν Κρήτῃ πεσόντων ἀξιωματικῶν, ὑπαξιωματικῶν καὶ στρατιωτῶν ἐπὶ τῇ τρίτῃ ἐπετείῳ τῆς μάχης τῶν Λειβαδίων, τῆς ὁποίας, ὡς γνωστόν, μετέσχε τὸ σύνταγμα κατὰ τὸ 1897. bbox=[750, 460, 1019, 563]
subheading-storm: Κυκλῶνες εἰς τὸ Αἰγαῖον πέλαγος bbox=[777, 1417, 992, 1431]
paragraph: Κατ' ἔκθεσιν τοῦ ἐν Λαρίσσῃ Ἀρχηγείου, νέος ἑλληνικὸς μεθοριακὸς σταθμὸς συνεστήθη κατὰ τὴν ἐσχάτην ἡμερολογίου πεζικοῦ εἰς τὴν θέσιν ὄχθην τοῦ Πηνειοῦ ποταμοῦ παρὰ τὸ χωρίον Κουτσόχερον. Διὰ τῆς συστάσεως τοῦ σταθμοῦ τούτου πιστεύεται, ὅτι θὰ προλαμβάνωνται εἰς τὸ μέλλον αἱ ἁρπαγαὶ ποιμνίων, αἱ διαπραττόμεναι παρὰ τῶν στρατιωτῶν τοῦ σταθμοῦ Ντάσι καὶ τὰ διαρπάζονται κτήματα τῶν κατοίκων τοῦ χωρίου, ὅπερ μέχρι τοῦδε ἦτο ἐκτεθειμένον. bbox=[750, 754, 1019, 902]
paragraph: Ὁ κ. ΒΟΥΔΟΥΡΗΣ ἐξαίρει τὸν πλοῦν τοῦ «Μιαούλη» καὶ τῆς εἰς Μασσαλίαν παρουσίαν κατὰ τὰς ἐκεῖ ἑορτάς· πληροφορεῖ τὴν Βουλὴν ὅτι τὰ ἔξοδα ἐγένοντο ἐξ οἰκονομίας τοῦ προϋπολογισμοῦ. bbox=[461, 311, 730, 385]
paragraph: ΡΩΜΑΣ. Δὲν ἀμφιβάλλω περὶ τούτου. bbox=[185, 404, 389, 417]
subheading-anniversary: Τῆς ἐκλογῆς τοῦ Λουμπὲ ὡς Προέδρου τῆς Δημοκρατίας bbox=[462, 1102, 729, 1130]
scan-top-shadow bbox=[0, 0, 1595, 120]
paragraph: Ὁ κρηθοφόρος εἶχε διαπράξει καὶ πολλὰς ληστείας μετὰ τρίων συντρόφων του. Διὰ τὰ ἐγκλήματα θὰ τὰ καταδικασθεῖσαν θὰ ἐκτελεσθῇ εἰς τὴν ἐπέτειον τῆς διαπράξεως τοῦ φόνου ἐν Βόλῳ. bbox=[750, 1086, 1019, 1160]
paragraph: Τὸ ἀνθρώπινον γένος εἶνε καταδικασμένον ἀπὸ παλαιῶν καθ' ἕκαστον εἰς ἀποθάνῃ τὸν θάνατον ὅστις ἐκ τῶν ἀναπνοῶν ἡλικίας ἀπειλεῖ τὴν ὕπαρξιν ἑνὸς ἑκάστου ἐξ ἡμῶν μεταξὺ δὲ τῶν τόσων μεγάλων δεινῶν ἀπὸ τὰ ὁποῖα πάσχει τὸ ἀνθρώπινον γένος, μία εἶναι ἐκείνη, ἣ ἀπειλεῖ πλειότερον τὴν ζωήν μας, εἶνε ἡ ἀναιμία. bbox=[1318, 298, 1567, 417]
